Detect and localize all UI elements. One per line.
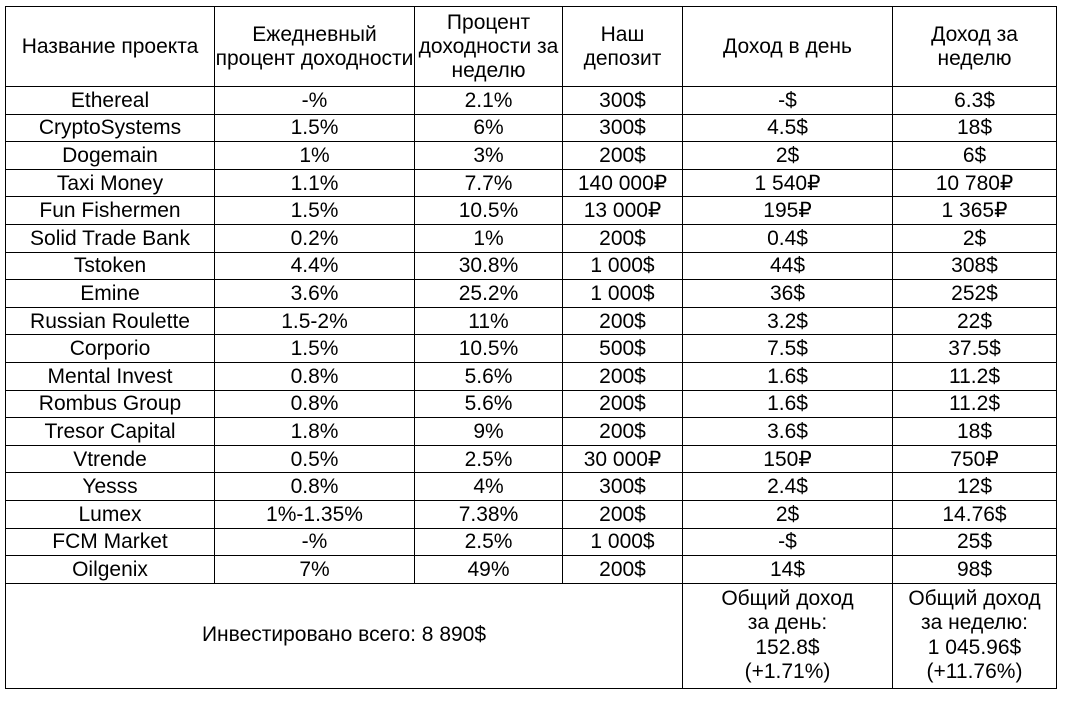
header-daily-percent: Ежедневный процент доходности bbox=[215, 7, 415, 87]
cell-deposit: 200$ bbox=[563, 224, 683, 252]
table-row bbox=[6, 335, 1057, 363]
cell-daily-percent: 0.8% bbox=[215, 390, 415, 418]
cell-income-day: 36$ bbox=[683, 280, 893, 308]
cell-weekly-percent: 11% bbox=[415, 307, 563, 335]
header-deposit: Наш депозит bbox=[563, 7, 683, 87]
cell-income-day: 1.6$ bbox=[683, 362, 893, 390]
cell-daily-percent: 1% bbox=[215, 142, 415, 170]
cell-income-week: 252$ bbox=[893, 280, 1057, 308]
cell-income-day: 150₽ bbox=[683, 445, 893, 473]
cell-deposit: 200$ bbox=[563, 142, 683, 170]
cell-daily-percent: 0.2% bbox=[215, 224, 415, 252]
total-day-line: Общий доход bbox=[721, 586, 854, 610]
cell-deposit: 30 000₽ bbox=[563, 445, 683, 473]
cell-deposit: 500$ bbox=[563, 335, 683, 363]
table-row bbox=[6, 528, 1057, 556]
cell-income-week: 12$ bbox=[893, 473, 1057, 501]
cell-income-week: 25$ bbox=[893, 528, 1057, 556]
cell-project-name: Taxi Money bbox=[6, 169, 215, 197]
table-row bbox=[6, 224, 1057, 252]
cell-income-day: 44$ bbox=[683, 252, 893, 280]
cell-income-week: 2$ bbox=[893, 224, 1057, 252]
cell-project-name: Oilgenix bbox=[6, 556, 215, 584]
table-row bbox=[6, 556, 1057, 584]
cell-income-day: 3.6$ bbox=[683, 418, 893, 446]
cell-income-week: 1 365₽ bbox=[893, 197, 1057, 225]
cell-weekly-percent: 49% bbox=[415, 556, 563, 584]
cell-weekly-percent: 30.8% bbox=[415, 252, 563, 280]
cell-daily-percent: -% bbox=[215, 87, 415, 115]
cell-income-day: 1.6$ bbox=[683, 390, 893, 418]
cell-deposit: 13 000₽ bbox=[563, 197, 683, 225]
cell-income-day: 0.4$ bbox=[683, 224, 893, 252]
cell-weekly-percent: 4% bbox=[415, 473, 563, 501]
cell-income-day: 1 540₽ bbox=[683, 169, 893, 197]
cell-weekly-percent: 3% bbox=[415, 142, 563, 170]
cell-income-week: 308$ bbox=[893, 252, 1057, 280]
cell-income-week: 22$ bbox=[893, 307, 1057, 335]
cell-weekly-percent: 7.38% bbox=[415, 500, 563, 528]
cell-daily-percent: 1.5-2% bbox=[215, 307, 415, 335]
table-row bbox=[6, 169, 1057, 197]
cell-project-name: Corporio bbox=[6, 335, 215, 363]
cell-weekly-percent: 25.2% bbox=[415, 280, 563, 308]
cell-daily-percent: 7% bbox=[215, 556, 415, 584]
cell-daily-percent: 4.4% bbox=[215, 252, 415, 280]
header-weekly-percent: Процент доходности за неделю bbox=[415, 7, 563, 87]
cell-daily-percent: 1%-1.35% bbox=[215, 500, 415, 528]
cell-weekly-percent: 1% bbox=[415, 224, 563, 252]
cell-daily-percent: 0.8% bbox=[215, 362, 415, 390]
cell-income-day: 2$ bbox=[683, 500, 893, 528]
cell-project-name: Emine bbox=[6, 280, 215, 308]
cell-project-name: Tresor Capital bbox=[6, 418, 215, 446]
cell-project-name: Fun Fishermen bbox=[6, 197, 215, 225]
cell-weekly-percent: 5.6% bbox=[415, 390, 563, 418]
cell-income-week: 6.3$ bbox=[893, 87, 1057, 115]
cell-deposit: 200$ bbox=[563, 556, 683, 584]
table-body bbox=[6, 87, 1057, 584]
cell-income-day: 2.4$ bbox=[683, 473, 893, 501]
cell-project-name: Tstoken bbox=[6, 252, 215, 280]
cell-deposit: 200$ bbox=[563, 307, 683, 335]
cell-project-name: Mental Invest bbox=[6, 362, 215, 390]
cell-weekly-percent: 2.5% bbox=[415, 528, 563, 556]
cell-income-day: -$ bbox=[683, 87, 893, 115]
cell-weekly-percent: 5.6% bbox=[415, 362, 563, 390]
table-row bbox=[6, 500, 1057, 528]
table-row bbox=[6, 197, 1057, 225]
cell-project-name: Solid Trade Bank bbox=[6, 224, 215, 252]
cell-deposit: 200$ bbox=[563, 362, 683, 390]
table-row bbox=[6, 252, 1057, 280]
cell-income-week: 37.5$ bbox=[893, 335, 1057, 363]
totals-row bbox=[6, 583, 1057, 688]
table-row bbox=[6, 418, 1057, 446]
cell-daily-percent: 0.5% bbox=[215, 445, 415, 473]
cell-daily-percent: 1.5% bbox=[215, 114, 415, 142]
cell-weekly-percent: 2.1% bbox=[415, 87, 563, 115]
cell-daily-percent: 0.8% bbox=[215, 473, 415, 501]
table-row bbox=[6, 142, 1057, 170]
cell-project-name: Rombus Group bbox=[6, 390, 215, 418]
header-project-name: Название проекта bbox=[6, 7, 215, 87]
cell-income-week: 18$ bbox=[893, 114, 1057, 142]
total-week-value: 1 045.96$ bbox=[927, 635, 1022, 659]
cell-daily-percent: 1.8% bbox=[215, 418, 415, 446]
cell-income-week: 750₽ bbox=[893, 445, 1057, 473]
total-income-week bbox=[893, 583, 1057, 688]
cell-income-day: 14$ bbox=[683, 556, 893, 584]
cell-daily-percent: 1.5% bbox=[215, 335, 415, 363]
investment-table bbox=[5, 6, 1057, 689]
cell-deposit: 300$ bbox=[563, 114, 683, 142]
cell-income-day: 195₽ bbox=[683, 197, 893, 225]
total-week-line: Общий доход bbox=[908, 586, 1041, 610]
cell-income-day: 3.2$ bbox=[683, 307, 893, 335]
cell-weekly-percent: 10.5% bbox=[415, 197, 563, 225]
cell-weekly-percent: 6% bbox=[415, 114, 563, 142]
table-row bbox=[6, 280, 1057, 308]
table-row bbox=[6, 114, 1057, 142]
cell-deposit: 200$ bbox=[563, 500, 683, 528]
cell-income-day: 7.5$ bbox=[683, 335, 893, 363]
cell-deposit: 200$ bbox=[563, 418, 683, 446]
total-income-day bbox=[683, 583, 893, 688]
cell-deposit: 1 000$ bbox=[563, 252, 683, 280]
cell-income-day: -$ bbox=[683, 528, 893, 556]
total-day-value: 152.8$ bbox=[755, 635, 820, 659]
cell-project-name: Lumex bbox=[6, 500, 215, 528]
cell-income-day: 2$ bbox=[683, 142, 893, 170]
cell-income-week: 98$ bbox=[893, 556, 1057, 584]
cell-deposit: 300$ bbox=[563, 473, 683, 501]
cell-income-day: 4.5$ bbox=[683, 114, 893, 142]
cell-income-week: 18$ bbox=[893, 418, 1057, 446]
table-row bbox=[6, 307, 1057, 335]
cell-daily-percent: 1.5% bbox=[215, 197, 415, 225]
cell-project-name: Ethereal bbox=[6, 87, 215, 115]
cell-deposit: 140 000₽ bbox=[563, 169, 683, 197]
table-header bbox=[6, 7, 1057, 87]
cell-income-week: 11.2$ bbox=[893, 390, 1057, 418]
cell-project-name: Russian Roulette bbox=[6, 307, 215, 335]
header-income-day: Доход в день bbox=[683, 7, 893, 87]
table-row bbox=[6, 473, 1057, 501]
cell-deposit: 1 000$ bbox=[563, 528, 683, 556]
cell-project-name: Yesss bbox=[6, 473, 215, 501]
cell-weekly-percent: 7.7% bbox=[415, 169, 563, 197]
table-row bbox=[6, 445, 1057, 473]
cell-project-name: Vtrende bbox=[6, 445, 215, 473]
table-row bbox=[6, 87, 1057, 115]
header-row bbox=[6, 7, 1057, 87]
total-day-percent: (+1.71%) bbox=[744, 660, 831, 684]
cell-deposit: 300$ bbox=[563, 87, 683, 115]
cell-income-week: 14.76$ bbox=[893, 500, 1057, 528]
total-invested: Инвестировано всего: 8 890$ bbox=[6, 583, 683, 688]
total-week-percent: (+11.76%) bbox=[926, 660, 1023, 684]
total-day-line: за день: bbox=[747, 611, 828, 635]
cell-weekly-percent: 10.5% bbox=[415, 335, 563, 363]
cell-weekly-percent: 9% bbox=[415, 418, 563, 446]
cell-project-name: FCM Market bbox=[6, 528, 215, 556]
cell-income-week: 6$ bbox=[893, 142, 1057, 170]
cell-income-week: 10 780₽ bbox=[893, 169, 1057, 197]
cell-weekly-percent: 2.5% bbox=[415, 445, 563, 473]
cell-daily-percent: 1.1% bbox=[215, 169, 415, 197]
total-week-line: за неделю: bbox=[920, 611, 1029, 635]
cell-deposit: 1 000$ bbox=[563, 280, 683, 308]
table-footer bbox=[6, 583, 1057, 688]
cell-project-name: CryptoSystems bbox=[6, 114, 215, 142]
cell-deposit: 200$ bbox=[563, 390, 683, 418]
cell-project-name: Dogemain bbox=[6, 142, 215, 170]
cell-income-week: 11.2$ bbox=[893, 362, 1057, 390]
table-row bbox=[6, 362, 1057, 390]
table-row bbox=[6, 390, 1057, 418]
cell-daily-percent: 3.6% bbox=[215, 280, 415, 308]
cell-daily-percent: -% bbox=[215, 528, 415, 556]
header-income-week: Доход за неделю bbox=[893, 7, 1057, 87]
